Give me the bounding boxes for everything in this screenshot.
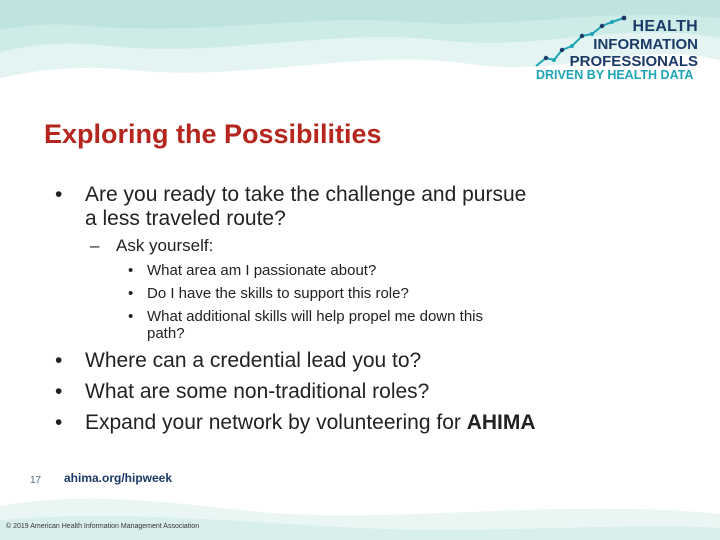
question-text: What additional skills will help propel me down this [147, 308, 483, 325]
ahima-emphasis: AHIMA [466, 411, 536, 434]
bullet-text: What are some non-traditional roles? [85, 380, 430, 403]
bullet-marker: • [55, 411, 63, 434]
bullet-text-continued: a less traveled route? [85, 207, 286, 230]
page-number: 17 [30, 475, 42, 486]
logo-line-health: HEALTH [632, 18, 698, 35]
dash-marker: – [90, 236, 100, 255]
bullet-text-prefix: Expand your network by volunteering for [85, 411, 467, 434]
logo-line-professionals: PROFESSIONALS [569, 53, 698, 70]
bullet-marker: • [128, 308, 134, 325]
question-text: What area am I passionate about? [147, 262, 377, 279]
bullet-text: Are you ready to take the challenge and pursue [85, 183, 527, 206]
bullet-marker: • [55, 349, 63, 372]
bullet-marker: • [55, 183, 63, 206]
sub-bullet-text: Ask yourself: [116, 236, 214, 255]
logo-tagline: DRIVEN BY HEALTH DATA [536, 68, 694, 82]
bullet-marker: • [128, 262, 134, 279]
logo-line-information: INFORMATION [593, 36, 698, 53]
copyright-notice: © 2019 American Health Information Management Association [6, 523, 200, 530]
hip-logo [532, 12, 712, 82]
bullet-marker: • [55, 380, 63, 403]
bullet-marker: • [128, 285, 134, 302]
slide-title: Exploring the Possibilities [44, 119, 382, 149]
footer-url: ahima.org/hipweek [64, 471, 173, 485]
bullet-text [85, 411, 536, 435]
question-text-continued: path? [147, 325, 185, 342]
bullet-text: Where can a credential lead you to? [85, 349, 422, 372]
question-text: Do I have the skills to support this role? [147, 285, 409, 302]
